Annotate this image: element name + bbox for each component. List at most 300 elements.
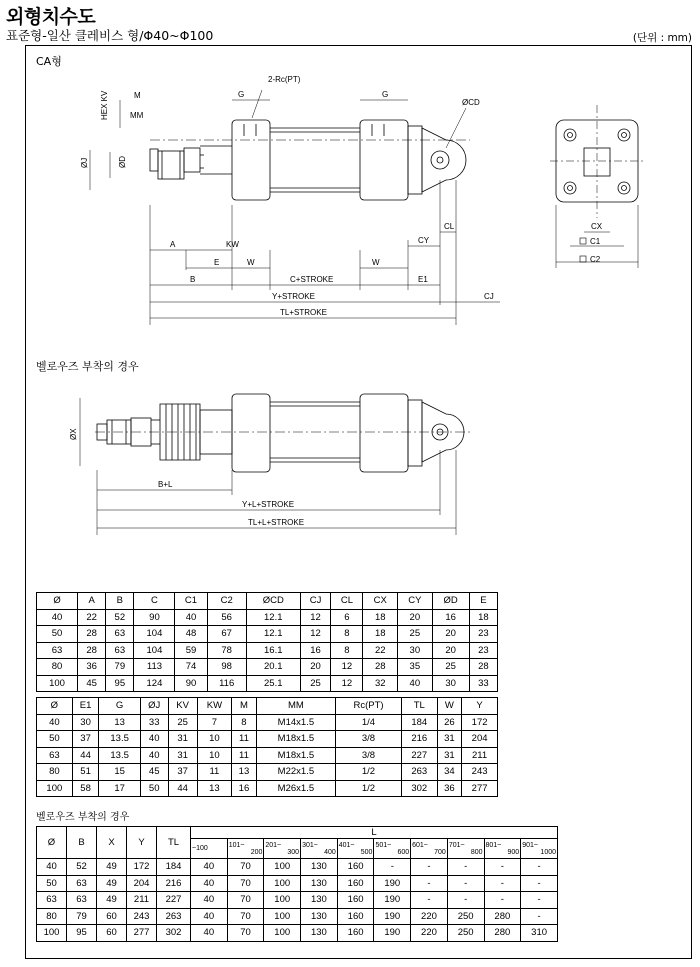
l-range-from: 701~ xyxy=(448,841,465,849)
dim-hexkv: HEX KV xyxy=(100,90,109,120)
table-cell: 280 xyxy=(484,925,521,942)
dimension-table-1 xyxy=(36,592,498,692)
table-cell: 95 xyxy=(106,675,134,692)
table-cell: 113 xyxy=(134,659,175,676)
table-cell: 70 xyxy=(227,908,264,925)
table-cell: 12 xyxy=(300,609,331,626)
table-cell: 310 xyxy=(521,925,558,942)
table-cell: 22 xyxy=(78,609,106,626)
table-cell: - xyxy=(447,859,484,876)
table-cell: 70 xyxy=(227,875,264,892)
table-cell: 160 xyxy=(337,859,374,876)
table-cell: - xyxy=(411,875,448,892)
table-cell: 44 xyxy=(72,747,99,764)
section-ca-label: CA형 xyxy=(36,55,62,68)
table-cell: 100 xyxy=(37,675,78,692)
table-cell: 211 xyxy=(127,892,157,909)
table-header-cell: X xyxy=(97,827,127,859)
table-cell: 16 xyxy=(432,609,469,626)
table-cell: 100 xyxy=(37,780,73,797)
table-header-cell: M xyxy=(232,698,257,715)
table-cell: 40 xyxy=(191,875,228,892)
table-cell: 100 xyxy=(264,875,301,892)
dim-rc: 2-Rc(PT) xyxy=(268,75,301,84)
bellows-table xyxy=(36,826,558,942)
table-cell: 100 xyxy=(37,925,67,942)
table-cell: 8 xyxy=(331,626,363,643)
table-row xyxy=(37,642,498,659)
table-cell: 63 xyxy=(106,642,134,659)
table-cell: 16.1 xyxy=(246,642,300,659)
table-row xyxy=(37,609,498,626)
table-header-cell: G xyxy=(99,698,140,715)
table-cell: 104 xyxy=(134,626,175,643)
table-cell: 60 xyxy=(97,925,127,942)
table-cell: - xyxy=(521,859,558,876)
table-cell: 25 xyxy=(168,714,197,731)
table-cell: 90 xyxy=(175,675,207,692)
table-cell: 100 xyxy=(264,892,301,909)
table-cell: 10 xyxy=(197,731,232,748)
table-cell: 25 xyxy=(432,659,469,676)
table-cell: 40 xyxy=(37,859,67,876)
l-range-to: 900 xyxy=(507,848,520,856)
section-bellows-label: 벨로우즈 부착의 경우 xyxy=(36,360,139,373)
table-header-cell: MM xyxy=(256,698,335,715)
dim-c2: C2 xyxy=(590,255,601,264)
table-cell: 18 xyxy=(363,626,398,643)
table-cell: 204 xyxy=(462,731,498,748)
table-cell: 25 xyxy=(300,675,331,692)
table-row xyxy=(37,892,558,909)
table-cell: 130 xyxy=(301,925,338,942)
table-cell: 31 xyxy=(168,731,197,748)
table-cell: 11 xyxy=(232,731,257,748)
l-range-cell xyxy=(337,839,374,859)
table-cell: - xyxy=(447,875,484,892)
table-cell: 216 xyxy=(157,875,191,892)
table-cell: 37 xyxy=(72,731,99,748)
l-range-from: 201~ xyxy=(265,841,282,849)
table-cell: 80 xyxy=(37,764,73,781)
unit-label: (단위 : mm) xyxy=(632,32,692,44)
table-header-cell: Ø xyxy=(37,593,78,610)
table-cell: 40 xyxy=(140,747,168,764)
table-cell: 32 xyxy=(363,675,398,692)
dim-ystroke: Y+STROKE xyxy=(272,292,315,301)
table-cell: 63 xyxy=(37,892,67,909)
table-cell: 3/8 xyxy=(336,747,402,764)
table-cell: 31 xyxy=(168,747,197,764)
table-cell: 34 xyxy=(437,764,462,781)
l-range-from: 101~ xyxy=(228,841,245,849)
table-cell: 216 xyxy=(401,731,437,748)
table-cell: 18 xyxy=(363,609,398,626)
l-range-from: 401~ xyxy=(338,841,355,849)
table-cell: 33 xyxy=(469,675,497,692)
table-cell: 37 xyxy=(168,764,197,781)
dim-oj: ØJ xyxy=(80,157,89,168)
table-cell: 40 xyxy=(398,675,433,692)
table-row xyxy=(37,714,498,731)
table-row xyxy=(37,626,498,643)
table-cell: 20.1 xyxy=(246,659,300,676)
table-row xyxy=(37,659,498,676)
l-range-from: 901~ xyxy=(522,841,538,849)
l-range-to: 700 xyxy=(434,848,446,856)
table-cell: 50 xyxy=(37,731,73,748)
table-cell: 63 xyxy=(67,875,97,892)
table-header-cell: Ø xyxy=(37,827,67,859)
table-header-cell: W xyxy=(437,698,462,715)
table-cell: 220 xyxy=(411,925,448,942)
l-range-from: 501~ xyxy=(375,841,392,849)
table-header-cell: C2 xyxy=(207,593,246,610)
table-cell: 280 xyxy=(484,908,521,925)
table-cell: - xyxy=(484,892,521,909)
table-header-cell: C1 xyxy=(175,593,207,610)
table-header-cell: ØD xyxy=(432,593,469,610)
dim-ylstroke: Y+L+STROKE xyxy=(242,500,295,509)
table-cell: 98 xyxy=(207,659,246,676)
table-cell: 26 xyxy=(437,714,462,731)
table-cell: - xyxy=(521,875,558,892)
table-cell: 190 xyxy=(374,925,411,942)
table-cell: 36 xyxy=(78,659,106,676)
table-cell: 277 xyxy=(127,925,157,942)
table-cell: 12 xyxy=(300,626,331,643)
table-cell: 243 xyxy=(127,908,157,925)
table-cell: 79 xyxy=(106,659,134,676)
dim-kw: KW xyxy=(226,240,239,249)
dim-tlstroke: TL+STROKE xyxy=(280,308,327,317)
table-cell: 28 xyxy=(363,659,398,676)
table-header-cell: CY xyxy=(398,593,433,610)
table-cell: - xyxy=(521,892,558,909)
table-cell: 22 xyxy=(363,642,398,659)
table-cell: 130 xyxy=(301,892,338,909)
table-cell: 52 xyxy=(67,859,97,876)
table-cell: 190 xyxy=(374,908,411,925)
dim-ox: ØX xyxy=(69,428,78,440)
table-header-cell: KW xyxy=(197,698,232,715)
table-cell: 13 xyxy=(99,714,140,731)
table-cell: 7 xyxy=(197,714,232,731)
table-cell: 116 xyxy=(207,675,246,692)
table-header-cell: Y xyxy=(462,698,498,715)
dim-od: ØD xyxy=(118,156,127,168)
table-cell: 11 xyxy=(232,747,257,764)
table-cell: 23 xyxy=(469,642,497,659)
table-cell: 45 xyxy=(140,764,168,781)
table-cell: 52 xyxy=(106,609,134,626)
table-row xyxy=(37,764,498,781)
rod-end-flat xyxy=(150,149,158,171)
table-row xyxy=(37,731,498,748)
table-cell: 49 xyxy=(97,892,127,909)
page-subtitle: 표준형-일산 클레비스 형/Φ40~Φ100 xyxy=(6,28,214,43)
table-header-row xyxy=(37,593,498,610)
dim-a: A xyxy=(170,240,176,249)
dim-cx: CX xyxy=(591,222,603,231)
dim-w2: W xyxy=(372,258,380,267)
dim-ocd: ØCD xyxy=(462,98,480,107)
l-range-to: 300 xyxy=(287,848,300,856)
l-range-from: 301~ xyxy=(302,841,318,849)
table-cell: 95 xyxy=(67,925,97,942)
table-cell: 20 xyxy=(432,626,469,643)
table-cell: 18 xyxy=(469,609,497,626)
table-cell: 12.1 xyxy=(246,609,300,626)
table-cell: 263 xyxy=(157,908,191,925)
table-cell: 6 xyxy=(331,609,363,626)
table-cell: 20 xyxy=(300,659,331,676)
table-cell: - xyxy=(484,859,521,876)
table-cell: - xyxy=(484,875,521,892)
table-cell: 31 xyxy=(437,747,462,764)
table-cell: 70 xyxy=(227,859,264,876)
table-header-cell: C xyxy=(134,593,175,610)
dim-c1: C1 xyxy=(590,237,601,246)
table-cell: 40 xyxy=(37,714,73,731)
table-cell: - xyxy=(521,908,558,925)
table-cell: 56 xyxy=(207,609,246,626)
table-cell: 1/2 xyxy=(336,780,402,797)
table-cell: 70 xyxy=(227,892,264,909)
table-cell: 13.5 xyxy=(99,747,140,764)
dim-tllstroke: TL+L+STROKE xyxy=(248,518,305,527)
dim-b: B xyxy=(190,275,196,284)
dim-bl: B+L xyxy=(158,480,173,489)
table-cell: 184 xyxy=(157,859,191,876)
table-cell: 44 xyxy=(168,780,197,797)
table-cell: 16 xyxy=(232,780,257,797)
dim-e: E xyxy=(214,258,220,267)
l-range-cell xyxy=(484,839,521,859)
table-cell: 243 xyxy=(462,764,498,781)
dim-cl: CL xyxy=(444,222,455,231)
table-cell: 25.1 xyxy=(246,675,300,692)
dim-e1: E1 xyxy=(418,275,428,284)
table-cell: 28 xyxy=(469,659,497,676)
dim-g1: G xyxy=(238,90,245,99)
l-range-cell xyxy=(374,839,411,859)
table-cell: 8 xyxy=(331,642,363,659)
table-cell: 20 xyxy=(432,642,469,659)
table-cell: 28 xyxy=(78,642,106,659)
table-cell: 40 xyxy=(140,731,168,748)
table-cell: 100 xyxy=(264,925,301,942)
table-cell: 20 xyxy=(398,609,433,626)
table-cell: 30 xyxy=(398,642,433,659)
table-cell: 45 xyxy=(78,675,106,692)
table-cell: 48 xyxy=(175,626,207,643)
table-row xyxy=(37,925,558,942)
table-cell: 17 xyxy=(99,780,140,797)
l-range-to: 800 xyxy=(470,848,483,856)
l-range-cell xyxy=(411,839,448,859)
table-cell: 130 xyxy=(301,859,338,876)
table-header-cell: Ø xyxy=(37,698,73,715)
table-cell: 250 xyxy=(447,908,484,925)
table-cell: 160 xyxy=(337,908,374,925)
l-range-from: ~100 xyxy=(192,845,208,852)
table-cell: 80 xyxy=(37,908,67,925)
table-cell: 40 xyxy=(191,859,228,876)
l-range-to: 400 xyxy=(324,848,336,856)
table-header-cell: CX xyxy=(363,593,398,610)
table-cell: 204 xyxy=(127,875,157,892)
table-cell: 40 xyxy=(191,925,228,942)
table-cell: 160 xyxy=(337,875,374,892)
table-header-cell: CL xyxy=(331,593,363,610)
table-cell: 35 xyxy=(398,659,433,676)
section-bellows-table-label: 벨로우즈 부착의 경우 xyxy=(36,812,130,823)
table-cell: 23 xyxy=(469,626,497,643)
table-header-row xyxy=(37,827,558,839)
table-cell: 13 xyxy=(232,764,257,781)
l-range-cell xyxy=(191,839,228,859)
table-cell: 302 xyxy=(157,925,191,942)
table-cell: 63 xyxy=(67,892,97,909)
table-cell: 160 xyxy=(337,892,374,909)
table-cell: 79 xyxy=(67,908,97,925)
table-cell: 104 xyxy=(134,642,175,659)
clevis xyxy=(422,128,466,192)
table-cell: 277 xyxy=(462,780,498,797)
table-cell: 80 xyxy=(37,659,78,676)
table-cell: 67 xyxy=(207,626,246,643)
table-cell: - xyxy=(411,859,448,876)
page-title: 외형치수도 xyxy=(6,6,96,28)
table-row xyxy=(37,908,558,925)
l-range-cell xyxy=(447,839,484,859)
table-cell: 227 xyxy=(157,892,191,909)
table-cell: 36 xyxy=(437,780,462,797)
table-header-cell: E1 xyxy=(72,698,99,715)
l-range-to: 200 xyxy=(250,848,263,856)
table-row xyxy=(37,747,498,764)
table-cell: 172 xyxy=(127,859,157,876)
table-cell: 58 xyxy=(72,780,99,797)
table-cell: 302 xyxy=(401,780,437,797)
table-header-cell: A xyxy=(78,593,106,610)
table-cell: 60 xyxy=(97,908,127,925)
table-cell: 10 xyxy=(197,747,232,764)
l-range-from: 601~ xyxy=(412,841,428,849)
table-cell: 50 xyxy=(140,780,168,797)
table-cell: 12 xyxy=(331,659,363,676)
table-cell: 12.1 xyxy=(246,626,300,643)
table-cell: 30 xyxy=(72,714,99,731)
table-row xyxy=(37,859,558,876)
table-header-cell: Y xyxy=(127,827,157,859)
table-cell: 250 xyxy=(447,925,484,942)
table-cell: 124 xyxy=(134,675,175,692)
l-range-to: 600 xyxy=(397,848,410,856)
table-cell: 211 xyxy=(462,747,498,764)
table-cell: 63 xyxy=(37,747,73,764)
table-cell: 40 xyxy=(191,908,228,925)
table-header-cell: B xyxy=(106,593,134,610)
table-cell: 33 xyxy=(140,714,168,731)
table-cell: - xyxy=(447,892,484,909)
l-range-to: 500 xyxy=(360,848,373,856)
table-cell: 8 xyxy=(232,714,257,731)
dim-cj: CJ xyxy=(484,292,494,301)
table-cell: 184 xyxy=(401,714,437,731)
l-range-cell xyxy=(521,839,558,859)
l-range-to: 1000 xyxy=(540,848,556,856)
table-cell: 40 xyxy=(37,609,78,626)
table-cell: M26x1.5 xyxy=(256,780,335,797)
l-range-cell xyxy=(301,839,338,859)
table-cell: 28 xyxy=(78,626,106,643)
table-cell: 172 xyxy=(462,714,498,731)
head-cover xyxy=(232,120,270,200)
dim-cy: CY xyxy=(418,236,430,245)
table-header-cell: KV xyxy=(168,698,197,715)
dim-w1: W xyxy=(247,258,255,267)
table-cell: 74 xyxy=(175,659,207,676)
dim-mm: MM xyxy=(130,111,144,120)
table-cell: 90 xyxy=(134,609,175,626)
table-cell: 78 xyxy=(207,642,246,659)
table-cell: 190 xyxy=(374,875,411,892)
table-cell: 12 xyxy=(331,675,363,692)
table-cell: M22x1.5 xyxy=(256,764,335,781)
table-cell: - xyxy=(374,859,411,876)
table-cell: 100 xyxy=(264,859,301,876)
table-header-cell: E xyxy=(469,593,497,610)
table-cell: 11 xyxy=(197,764,232,781)
table-cell: 70 xyxy=(227,925,264,942)
table-header-l: L xyxy=(191,827,558,839)
dim-cstroke: C+STROKE xyxy=(290,275,334,284)
table-header-cell: B xyxy=(67,827,97,859)
table-cell: 63 xyxy=(37,642,78,659)
table-cell: 15 xyxy=(99,764,140,781)
table-cell: M18x1.5 xyxy=(256,747,335,764)
table-cell: 13.5 xyxy=(99,731,140,748)
table-header-cell: ØJ xyxy=(140,698,168,715)
table-row xyxy=(37,780,498,797)
table-cell: 1/2 xyxy=(336,764,402,781)
table-cell: 1/4 xyxy=(336,714,402,731)
table-cell: 40 xyxy=(175,609,207,626)
table-row xyxy=(37,875,558,892)
table-cell: 25 xyxy=(398,626,433,643)
table-cell: - xyxy=(411,892,448,909)
table-cell: 30 xyxy=(432,675,469,692)
table-cell: 13 xyxy=(197,780,232,797)
table-header-cell: ØCD xyxy=(246,593,300,610)
table-cell: 220 xyxy=(411,908,448,925)
table-cell: 227 xyxy=(401,747,437,764)
table-cell: 130 xyxy=(301,908,338,925)
l-range-cell xyxy=(227,839,264,859)
table-cell: 3/8 xyxy=(336,731,402,748)
table-cell: 130 xyxy=(301,875,338,892)
table-cell: M14x1.5 xyxy=(256,714,335,731)
dim-m: M xyxy=(134,91,141,100)
table-cell: 16 xyxy=(300,642,331,659)
table-cell: 31 xyxy=(437,731,462,748)
l-range-cell xyxy=(264,839,301,859)
table-header-cell: CJ xyxy=(300,593,331,610)
table-cell: 63 xyxy=(106,626,134,643)
table-cell: 59 xyxy=(175,642,207,659)
